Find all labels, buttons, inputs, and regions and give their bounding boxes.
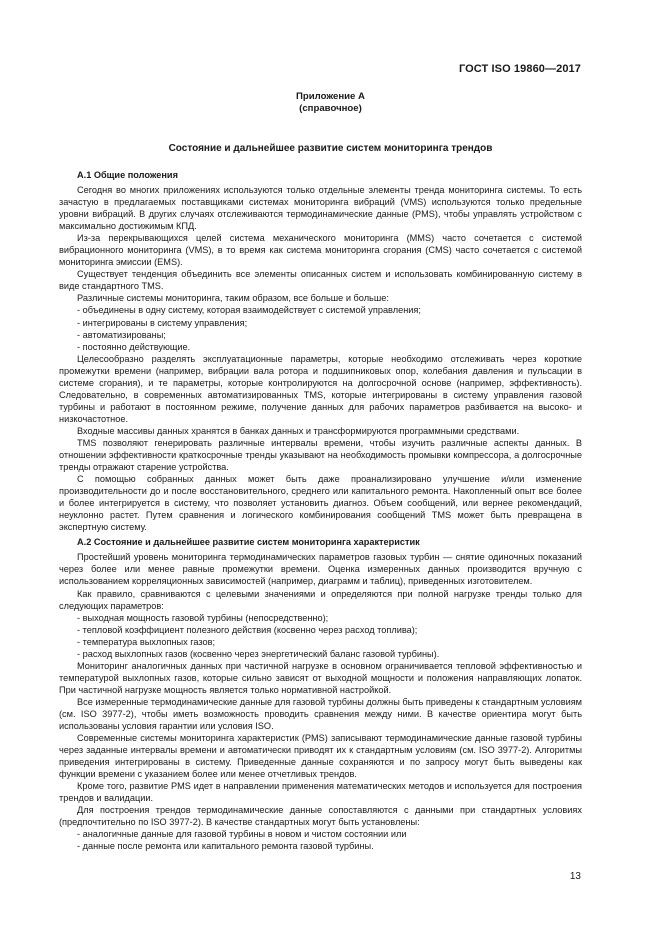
document-title: Состояние и дальнейшее развитие систем мониторинга трендов [168, 143, 493, 154]
list-item: - данные после ремонта или капитального ремонта газовой турбины. [77, 841, 374, 852]
list-item: - температура выхлопных газов; [77, 636, 216, 647]
list-item: - расход выхлопных газов (косвенно через энергетический баланс газовой турбины). [77, 648, 440, 659]
paragraph: Современные системы мониторинга характеристик (PMS) записывают термодинамические данные газовой турбины через заданные интервалы времени и автоматически приводят их к стандартным условиям (см. ISO 3977-2). Алгоритмы приведения интегрированы в систему. Приведенные данные сохраняются и по запросу могут быть выведены как функции времени с указанием более или менее отчетливых трендов. [59, 733, 582, 780]
list-item: - объединены в одну систему, которая взаимодействует с системой управления; [77, 305, 421, 316]
section-heading-a2: А.2 Состояние и дальнейшее развитие систем мониторинга характеристик [77, 537, 420, 548]
paragraph: Простейший уровень мониторинга термодинамических параметров газовых турбин — снятие одиночных показаний через более или менее равные промежутки времени. Оценка измеренных данных производится вручную с использованием корреляционных зависимостей (например, диаграмм и таблиц), приведенных изготовителем. [59, 552, 582, 587]
list-item: - выходная мощность газовой турбины (непосредственно); [77, 612, 329, 623]
paragraph: Все измеренные термодинамические данные для газовой турбины должны быть приведены к стандартным условиям (см. ISO 3977-2), чтобы иметь возможность проводить сравнения между ними. В качестве ориентира могут быть использованы условия гарантии или условия ISO. [59, 696, 582, 732]
paragraph: Сегодня во многих приложениях используются только отдельные элементы тренда мониторинга системы. То есть зачастую в предлагаемых поставщиками системах мониторинга вибраций (VMS) используются только предельные уровни вибраций. В других случаях отслеживаются термодинамические данные (PMS), чтобы управлять устройством с максимально достижимым КПД. [59, 185, 582, 232]
document-body [59, 166, 582, 853]
annex-heading [0, 91, 661, 115]
list-item: - тепловой коэффициент полезного действия (косвенно через расход топлива); [77, 624, 418, 635]
paragraph: Целесообразно разделять эксплуатационные параметры, которые необходимо отслеживать через короткие промежутки времени (например, вибрации вала ротора и подшипниковых опор, колебания давления и пульсации в системе сгорания), и те параметры, которые контролируются на долгосрочной основе (например, эффективность). Следовательно, в современных автоматизированных TMS, которые интегрированы в систему управления газовой турбины и работают в постоянном режиме, получение данных для рабочих параметров разбивается на высоко- и низкочастотное. [59, 353, 582, 424]
paragraph: Различные системы мониторинга, таким образом, все больше и больше: [77, 293, 389, 304]
paragraph: Кроме того, развитие PMS идет в направлении применения математических методов и используется для построения трендов и валидации. [59, 781, 582, 804]
list-item: - постоянно действующие. [77, 341, 191, 352]
paragraph: Существует тенденция объединить все элементы описанных систем и использовать комбинированную систему в виде стандартного TMS. [59, 269, 582, 292]
list-item: - аналогичные данные для газовой турбины в новом и чистом состоянии или [77, 829, 407, 840]
paragraph: Как правило, сравниваются с целевыми значениями и определяются при полной нагрузке тренды только для следующих параметров: [59, 588, 582, 611]
standard-number: ГОСТ ISO 19860—2017 [458, 63, 581, 75]
page-number: 13 [569, 871, 581, 882]
annex-title: Приложение А [296, 91, 365, 102]
paragraph: Входные массивы данных хранятся в банках данных и трансформируются программными средствами. [77, 425, 520, 436]
section-heading-a1: А.1 Общие положения [77, 170, 178, 180]
paragraph: Мониторинг аналогичных данных при частичной нагрузке в основном ограничивается тепловой эффективностью и температурой выхлопных газов, которые сильно зависят от выходной мощности и положения направляющих лопаток. При частичной нагрузке мощность является только нормативной настройкой. [59, 660, 582, 695]
paragraph: С помощью собранных данных может быть даже проанализировано улучшение и/или изменение производительности до и после восстановительного, среднего или капитального ремонта. Накопленный опыт все более и более интегрируется в систему, что позволяет установить диагноз. Объем сообщений, или вернее рекомендаций, неуклонно растет. Путем сравнения и логического комбинирования сообщений TMS может быть превращена в экспертную систему. [59, 474, 582, 533]
paragraph: Из-за перекрывающихся целей система механического мониторинга (MMS) часто сочетается с системой вибрационного мониторинга (VMS), в то время как система мониторинга сгорания (CMS) часто сочетается с системой мониторинга эмиссии (EMS). [59, 233, 582, 268]
list-item: - автоматизированы; [77, 329, 166, 340]
paragraph: TMS позволяют генерировать различные интервалы времени, чтобы изучить различные аспекты данных. В отношении эффективности краткосрочные тренды указывают на необходимость промывки компрессора, а долгосрочные тренды отражают старение устройства. [59, 437, 582, 473]
list-item: - интегрированы в систему управления; [77, 317, 248, 328]
annex-type: (справочное) [299, 103, 362, 114]
paragraph: Для построения трендов термодинамические данные сопоставляются с данными при стандартных условиях (предпочтительно по ISO 3977-2). В качестве стандартных могут быть установлены: [59, 805, 582, 828]
